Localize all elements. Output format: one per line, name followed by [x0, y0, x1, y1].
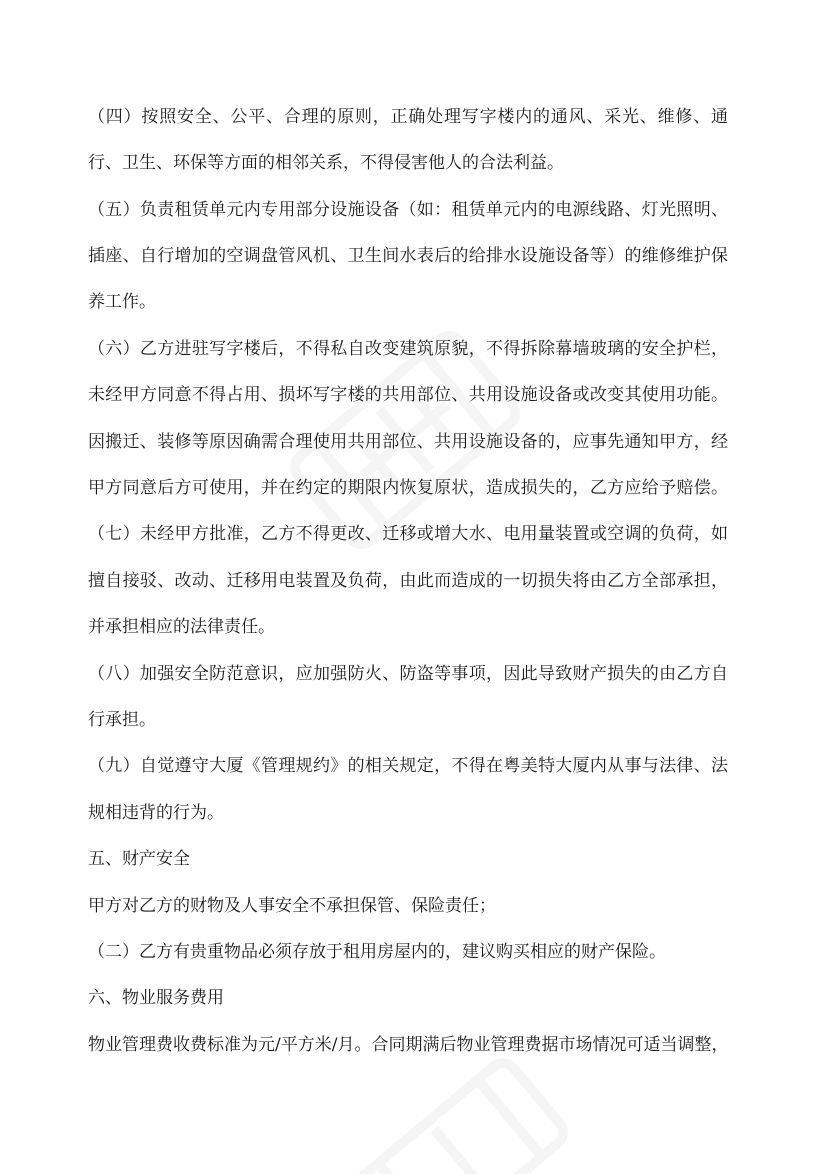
- text-line: 养工作。: [88, 292, 156, 312]
- text-line: （四）按照安全、公平、合理的原则，正确处理写字楼内的通风、采光、维修、通: [88, 107, 728, 127]
- text-line: 甲方同意后方可使用，并在约定的期限内恢复原状，造成损失的，乙方应给予赔偿。: [88, 478, 728, 498]
- text-line: （二）乙方有贵重物品必须存放于租用房屋内的，建议购买相应的财产保险。: [88, 942, 666, 962]
- text-line: 行、卫生、环保等方面的相邻关系，不得侵害他人的合法利益。: [88, 153, 564, 173]
- text-line: 擅自接驳、改动、迁移用电装置及负荷，由此而造成的一切损失将由乙方全部承担，: [88, 571, 728, 591]
- text-line: 规相违背的行为。: [88, 803, 224, 823]
- text-line: 未经甲方同意不得占用、损坏写字楼的共用部位、共用设施设备或改变其使用功能。: [88, 385, 728, 405]
- text-line: 并承担相应的法律责任。: [88, 617, 275, 637]
- text-line: 甲方对乙方的财物及人事安全不承担保管、保险责任；: [88, 896, 496, 916]
- section-heading: 五、财产安全: [88, 849, 190, 869]
- text-line: （七）未经甲方批准，乙方不得更改、迁移或增大水、电用量装置或空调的负荷，如: [88, 524, 728, 544]
- text-line: （五）负责租赁单元内专用部分设施设备（如：租赁单元内的电源线路、灯光照明、: [88, 200, 728, 220]
- watermark-logo: [330, 1040, 590, 1174]
- section-heading: 六、物业服务费用: [88, 988, 224, 1008]
- text-line: 物业管理费收费标准为元/平方米/月。合同期满后物业管理费据市场情况可适当调整，: [88, 1035, 729, 1055]
- text-line: （九）自觉遵守大厦《管理规约》的相关规定，不得在粤美特大厦内从事与法律、法: [88, 756, 728, 776]
- text-line: （八）加强安全防范意识，应加强防火、防盗等事项，因此导致财产损失的由乙方自: [88, 664, 728, 684]
- text-line: （六）乙方进驻写字楼后，不得私自改变建筑原貌，不得拆除幕墙玻璃的安全护栏，: [88, 339, 728, 359]
- text-line: 行承担。: [88, 710, 156, 730]
- text-line: 因搬迁、装修等原因确需合理使用共用部位、共用设施设备的，应事先通知甲方，经: [88, 432, 728, 452]
- text-line: 插座、自行增加的空调盘管风机、卫生间水表后的给排水设施设备等）的维修维护保: [88, 246, 728, 266]
